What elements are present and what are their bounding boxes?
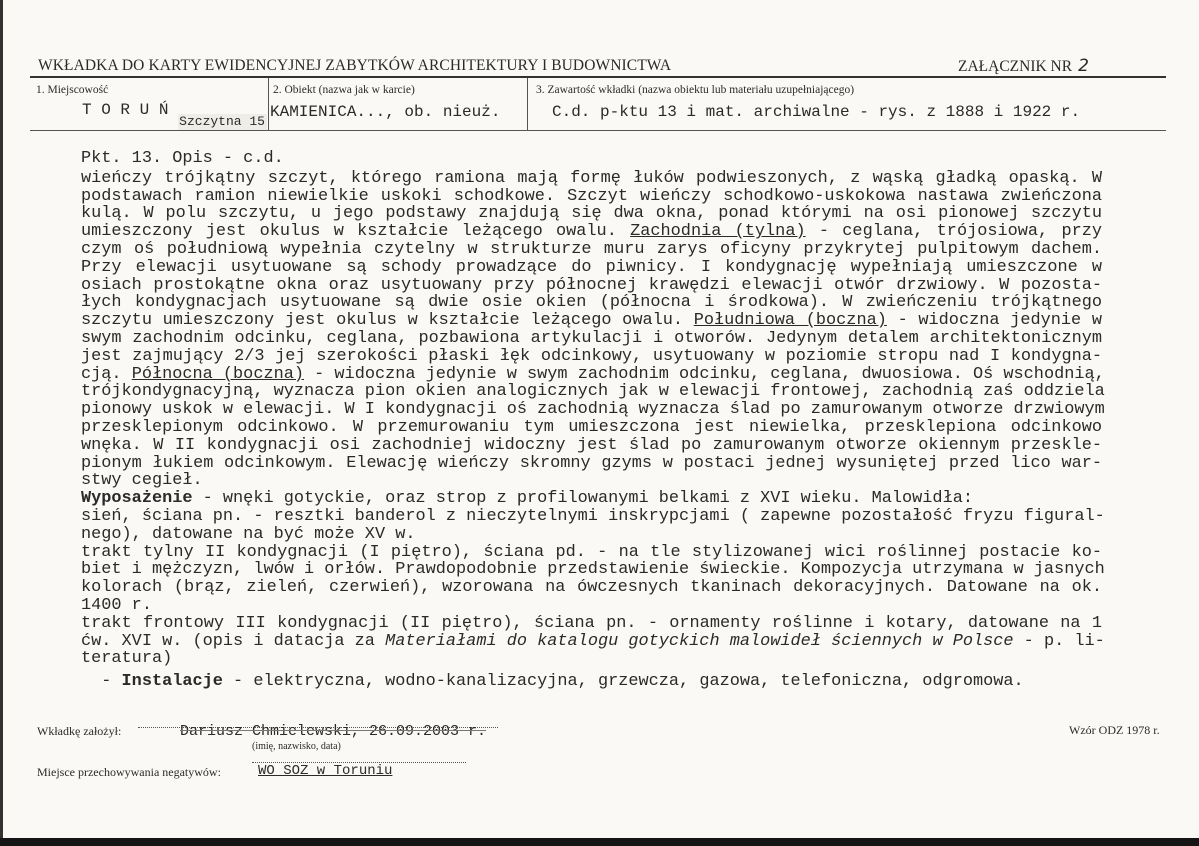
text-segment: 1400 r.	[81, 595, 152, 615]
author-hint: (imię, nazwisko, data)	[252, 741, 341, 752]
italic-citation: Materiałami do katalogu gotyckich malowideł ściennych w Polsce	[385, 631, 1014, 651]
text-line	[81, 560, 1105, 580]
text-line	[81, 259, 1102, 277]
text-line	[81, 400, 1105, 420]
bold-heading: Instalacje	[121, 672, 223, 692]
author-label: Wkładkę założył:	[37, 724, 122, 738]
section-heading: Południowa (boczna)	[693, 311, 887, 331]
bold-heading: Wyposażenie	[81, 489, 193, 509]
text-segment: jest zajmujący 2/3 jej szerokości płaski łęk odcinkowy, usytuowany w poziomie stropu nad I kondygna-	[81, 346, 1102, 366]
text-segment: przesklepionym odcinkowo. W przemurowaniu tym umieszczona jest niewielka, przesklepiona odcinkowo	[81, 417, 1102, 437]
header-rule	[30, 76, 1166, 78]
text-line	[81, 223, 1102, 241]
text-segment: - ceglana, trójosiowa, przy	[805, 222, 1102, 242]
content-value: C.d. p-ktu 13 i mat. archiwalne - rys. z 1888 i 1922 r.	[552, 103, 1081, 121]
text-segment: czym oś południową wypełnia czytelny w strukturze muru zarys oficyny przykrytej pulpitowym dachem.	[81, 239, 1102, 259]
text-segment: osiach prostokątne okna oraz usytuowany przy północnej krawędzi elewacji otwór drzwiowy. W pozosta-	[81, 275, 1102, 295]
text-segment: biet i mężczyzn, lwów i orłów. Prawdopodobnie przedstawienie świeckie. Kompozycja utrzymana w jasnych	[81, 560, 1105, 580]
text-line	[81, 364, 1105, 384]
text-line	[81, 294, 1102, 312]
text-segment: sień, ściana pn. - resztki banderol z nieczytelnymi inskrypcjami ( zapewne pozostałość fryzu figural-	[81, 506, 1105, 526]
text-segment: trakt tylny II kondygnacji (I piętro), ściana pd. - na tle stylizowanej wici roślinnej postacie ko-	[81, 542, 1102, 562]
text-segment: - widoczna jedynie w	[886, 311, 1102, 331]
text-segment: umieszczony jest okulus w kształcie leżącego owalu.	[81, 222, 631, 242]
text-line	[81, 673, 1102, 691]
text-line	[81, 205, 1102, 223]
text-segment: pionowy uskok w elewacji. W I kondygnacji oś zachodnią wyznacza ślad po zamurowanym otworze drzwiowym	[81, 400, 1105, 420]
text-line	[81, 615, 1102, 633]
text-line	[81, 597, 1102, 615]
form-version: Wzór ODZ 1978 r.	[1069, 723, 1160, 737]
content-label: 3. Zawartość wkładki (nazwa obiektu lub materiału uzupełniającego)	[536, 84, 855, 96]
text-segment: wieńczy trójkątny szczyt, którego ramiona mają formę łuków podwieszonych, z wąską gładką opaską. W	[81, 168, 1102, 188]
text-segment: podstawach ramion niewielkie uskoki schodkowe. Szczyt wieńczy schodkowo-uskokowa nastawa zwieńczona	[81, 186, 1102, 206]
text-segment: - elektryczna, wodno-kanalizacyjna, grzewcza, gazowa, telefoniczna, odgromowa.	[222, 672, 1024, 692]
text-line	[81, 631, 1105, 651]
description-body	[81, 149, 1105, 692]
text-segment: cją.	[81, 364, 132, 384]
text-line	[81, 650, 1102, 668]
text-line	[81, 437, 1102, 455]
text-segment: kolorach (brąz, zieleń, czerwień), wzorowana na ówczesnych tkaninach dekoracyjnych. Datowane na ok.	[81, 578, 1102, 598]
fields-rule	[30, 130, 1166, 131]
text-line	[81, 348, 1102, 366]
document-title: WKŁADKA DO KARTY EWIDENCYJNEJ ZABYTKÓW ARCHITEKTURY I BUDOWNICTWA	[38, 57, 672, 74]
text-segment: Pkt. 13. Opis - c.d.	[81, 149, 284, 168]
text-segment: - widoczna jedynie w swym zachodnim odcinku, ceglana, dwuosiowa. Oś wschodnią,	[304, 364, 1105, 384]
text-segment: pionym łukiem odcinkowym. Elewację wieńczy skromny gzyms w postaci jednej wysuniętej przed lico war-	[81, 453, 1102, 473]
text-segment: stwy cegieł.	[81, 471, 203, 491]
text-line	[81, 455, 1102, 473]
text-line	[81, 506, 1105, 526]
text-segment: swym zachodnim odcinku, ceglana, pozbawiona artykulacji i otworów. Jedynym detalem architektonicznym	[81, 328, 1102, 348]
text-line	[81, 490, 1102, 508]
text-line	[81, 188, 1102, 206]
text-segment: szczytu umieszczony jest okulus w kształcie leżącego owalu.	[81, 311, 694, 331]
scan-edge-bottom	[0, 838, 1199, 846]
street-value: Szczytna 15	[179, 114, 265, 129]
text-segment: kulą. W polu szczytu, u jego podstawy znajdują się dwa okna, ponad którymi na osi pionowej szczytu	[81, 204, 1102, 224]
annex-label	[958, 57, 1089, 76]
text-line	[81, 472, 1102, 490]
text-segment: trakt frontowy III kondygnacji (II piętro), ściana pn. - ornamenty roślinne i kotary, datowane na 1	[81, 613, 1102, 633]
section-heading: Zachodnia (tylna)	[630, 222, 806, 242]
text-line	[81, 544, 1102, 562]
author-value: Dariusz Chmielewski, 26.09.2003 r.	[180, 723, 487, 740]
text-line	[81, 241, 1102, 259]
locality-value: T O R U Ń	[82, 101, 169, 119]
text-line	[81, 312, 1102, 330]
text-segment: ćw. XVI w. (opis i datacja za	[81, 631, 386, 651]
column-divider	[268, 78, 269, 130]
negatives-label: Miejsce przechowywania negatywów:	[37, 765, 221, 779]
text-segment: trójkondygnacyjną, wyznacza pion okien analogicznych jak w elewacji frontowej, zachodnią zaś oddziela	[81, 382, 1105, 402]
object-label: 2. Obiekt (nazwa jak w karcie)	[273, 84, 415, 96]
text-line	[81, 150, 1102, 168]
text-segment: - wnęki gotyckie, oraz strop z profilowanymi belkami z XVI wieku. Malowidła:	[192, 489, 973, 509]
text-segment: -	[81, 672, 122, 692]
text-segment: Przy elewacji usytuowane są schody prowadzące do piwnicy. I kondygnację wypełniają umieszczone w	[81, 257, 1102, 277]
text-line	[81, 330, 1102, 348]
text-segment: wnęka. W II kondygnacji osi zachodniej widoczny jest ślad po zamurowanym otworze okiennym przeskle-	[81, 435, 1102, 455]
text-segment: - p. li-	[1013, 631, 1105, 651]
text-line	[81, 277, 1102, 295]
column-divider	[527, 78, 528, 130]
object-value: KAMIENICA..., ob. nieuż.	[270, 103, 501, 121]
text-line	[81, 526, 1102, 544]
annex-number: 2	[1078, 56, 1089, 76]
text-line	[81, 382, 1105, 402]
scan-edge-left	[0, 0, 3, 846]
text-line	[81, 579, 1102, 597]
text-segment: łych kondygnacjach usytuowane są dwie osie okien (północna i środkowa). W zwieńczeniu trójkątnego	[81, 293, 1102, 313]
negatives-value: WO SOZ w Toruniu	[258, 763, 393, 779]
locality-label: 1. Miejscowość	[36, 84, 109, 96]
text-segment: teratura)	[81, 649, 173, 669]
text-line	[81, 419, 1102, 437]
text-segment: nego), datowane na być może XV w.	[81, 524, 416, 544]
text-line	[81, 170, 1102, 188]
section-heading: Północna (boczna)	[131, 364, 305, 384]
annex-label-text: ZAŁĄCZNIK NR	[958, 58, 1073, 75]
